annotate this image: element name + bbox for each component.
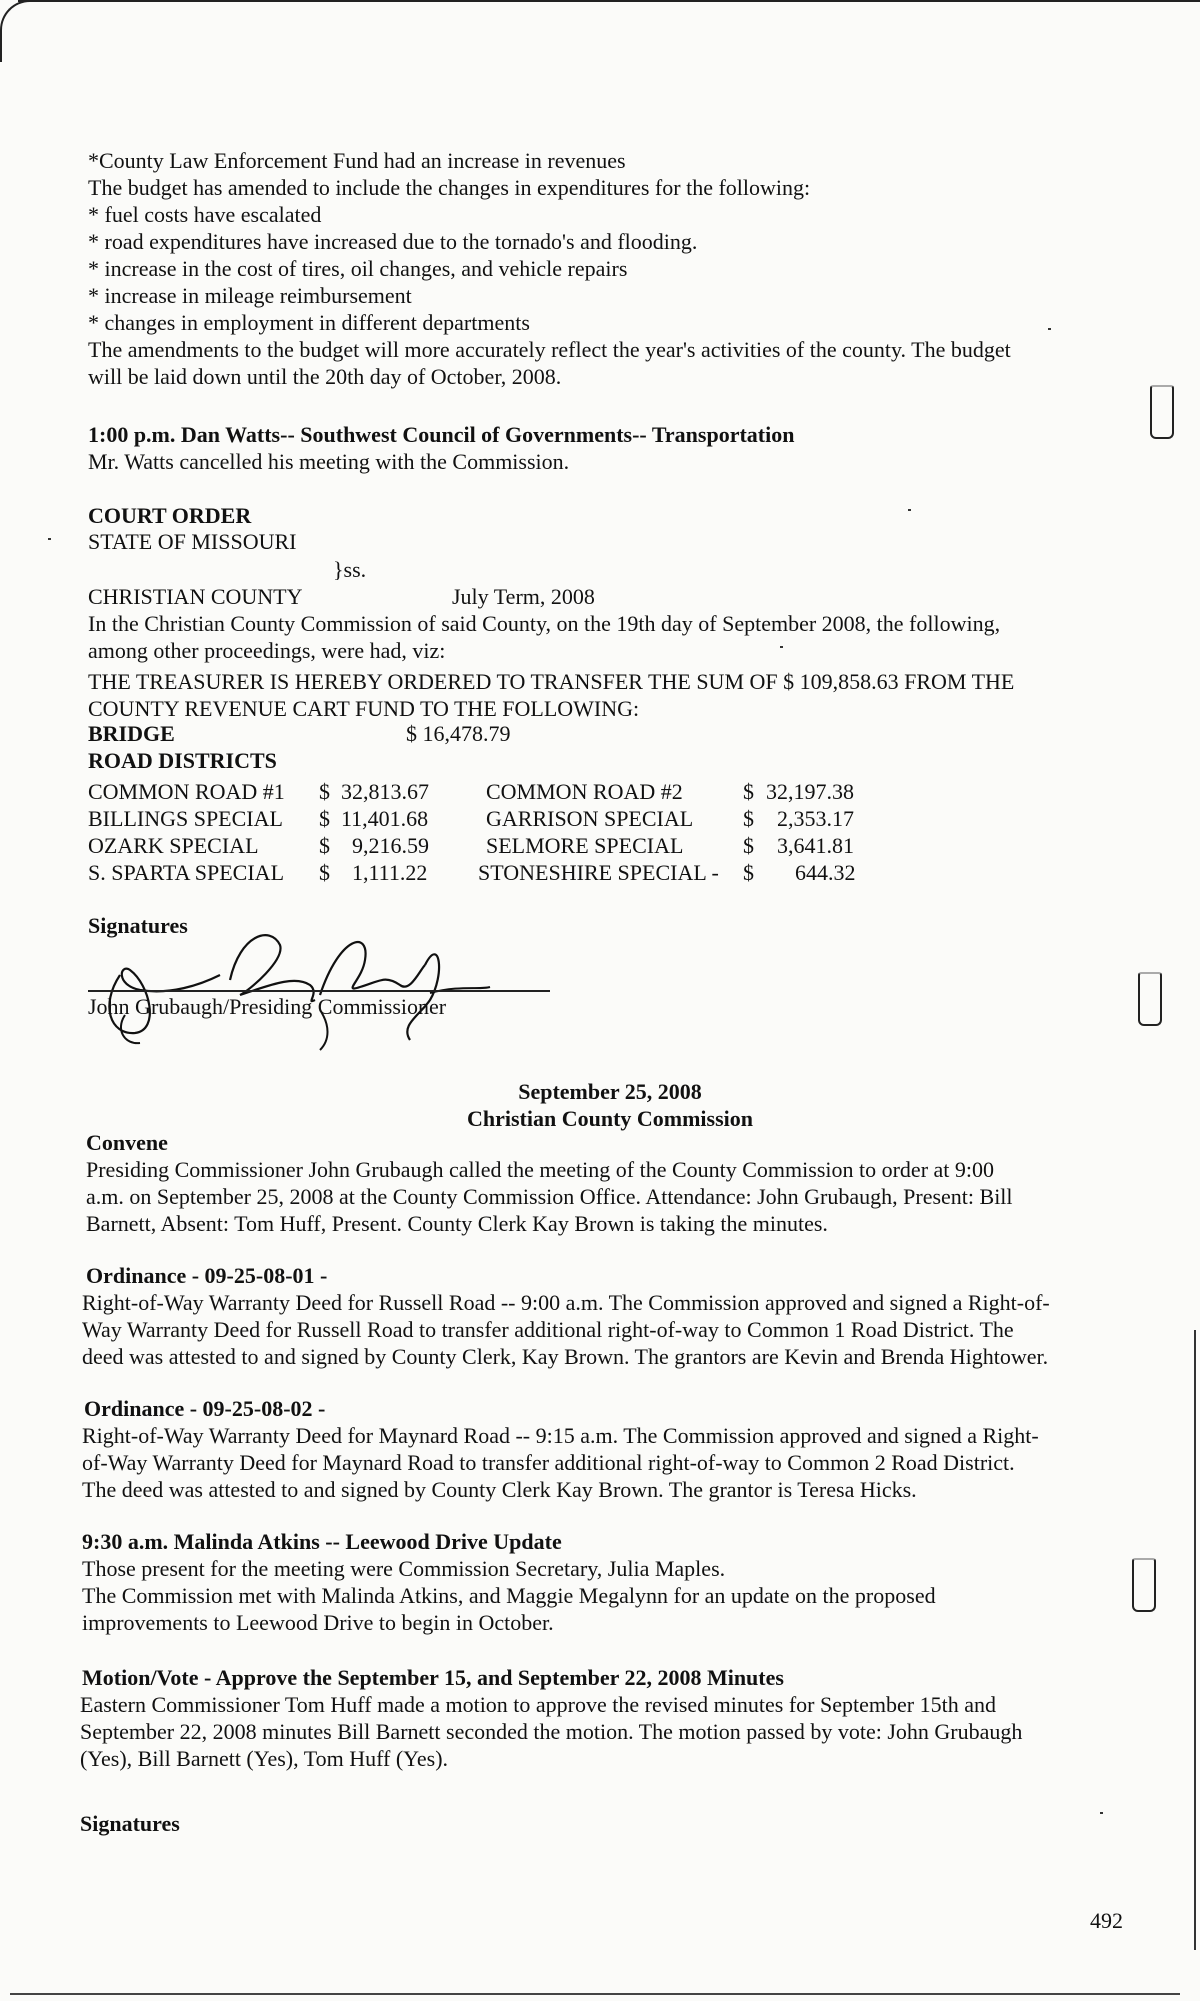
scan-corner — [0, 0, 32, 62]
bullet-item: * road expenditures have increased due to the tornado's and flooding. — [88, 229, 698, 254]
currency-symbol: $ — [743, 806, 754, 831]
district-amount: 1,111.22 — [352, 860, 428, 885]
district-amount: 2,353.17 — [777, 806, 854, 831]
paragraph-line: of-Way Warranty Deed for Maynard Road to transfer additional right-of-way to Common 2 Road District. — [82, 1450, 1015, 1475]
bridge-label: BRIDGE — [88, 721, 175, 746]
district-amount: 32,197.38 — [766, 779, 854, 804]
district-name: OZARK SPECIAL — [88, 833, 259, 858]
bullet-item: * increase in the cost of tires, oil changes, and vehicle repairs — [88, 256, 628, 281]
currency-symbol: $ — [743, 779, 754, 804]
page-number: 492 — [1090, 1908, 1123, 1933]
paragraph-line: In the Christian County Commission of said County, on the 19th day of September 2008, the following, — [88, 611, 1001, 636]
district-amount: 32,813.67 — [341, 779, 429, 804]
scan-speck — [1100, 1812, 1103, 1814]
section-heading: Ordinance - 09-25-08-01 - — [86, 1263, 328, 1288]
section-heading: Ordinance - 09-25-08-02 - — [84, 1396, 326, 1421]
district-name: GARRISON SPECIAL — [486, 806, 694, 831]
county-line: CHRISTIAN COUNTY — [88, 584, 303, 609]
paragraph-line: The Commission met with Malinda Atkins, and Maggie Megalynn for an update on the proposed — [82, 1583, 936, 1608]
currency-symbol: $ — [319, 806, 330, 831]
bullet-item: * fuel costs have escalated — [88, 202, 322, 227]
district-name: STONESHIRE SPECIAL - — [478, 860, 719, 885]
bridge-amount: $ 16,478.79 — [406, 721, 511, 746]
order-line: COUNTY REVENUE CART FUND TO THE FOLLOWING: — [88, 696, 640, 721]
paragraph-line: deed was attested to and signed by County Clerk, Kay Brown. The grantors are Kevin and Brenda Hightower. — [82, 1344, 1049, 1369]
ss-mark: }ss. — [333, 557, 367, 582]
district-amount: 11,401.68 — [341, 806, 429, 831]
scan-edge — [10, 1993, 1180, 1995]
district-amount: 3,641.81 — [777, 833, 854, 858]
paragraph-line: Way Warranty Deed for Russell Road to transfer additional right-of-way to Common 1 Road District. The — [82, 1317, 1014, 1342]
paragraph-line: Presiding Commissioner John Grubaugh called the meeting of the County Commission to order at 9:00 — [86, 1157, 995, 1182]
meeting-date: September 25, 2008 — [518, 1079, 702, 1104]
currency-symbol: $ — [743, 833, 754, 858]
paragraph-line: Right-of-Way Warranty Deed for Russell Road -- 9:00 a.m. The Commission approved and signed a Right-of- — [82, 1290, 1050, 1315]
signer-name: John Grubaugh/Presiding Commissioner — [88, 994, 447, 1019]
scan-speck — [780, 646, 783, 648]
scan-speck — [48, 538, 51, 540]
scan-speck — [908, 509, 911, 511]
district-amount: 644.32 — [795, 860, 856, 885]
bullet-item: * increase in mileage reimbursement — [88, 283, 412, 308]
paragraph-line: Barnett, Absent: Tom Huff, Present. County Clerk Kay Brown is taking the minutes. — [86, 1211, 828, 1236]
district-amount: 9,216.59 — [352, 833, 429, 858]
currency-symbol: $ — [319, 833, 330, 858]
intro-line: *County Law Enforcement Fund had an increase in revenues — [88, 148, 626, 173]
term-line: July Term, 2008 — [452, 584, 595, 609]
intro-line: The budget has amended to include the changes in expenditures for the following: — [88, 175, 811, 200]
currency-symbol: $ — [319, 860, 330, 885]
bullet-item: * changes in employment in different departments — [88, 310, 530, 335]
paragraph-line: The amendments to the budget will more accurately reflect the year's activities of the county. The budget — [88, 337, 1011, 362]
binder-clip-icon — [1138, 972, 1162, 1026]
district-name: S. SPARTA SPECIAL — [88, 860, 285, 885]
order-line: THE TREASURER IS HEREBY ORDERED TO TRANSFER THE SUM OF $ 109,858.63 FROM THE — [88, 669, 1015, 694]
scan-edge — [1194, 1330, 1196, 1950]
signatures-heading: Signatures — [80, 1811, 180, 1836]
currency-symbol: $ — [319, 779, 330, 804]
binder-clip-icon — [1150, 385, 1174, 439]
paragraph-line: Eastern Commissioner Tom Huff made a motion to approve the revised minutes for September 15th and — [80, 1692, 996, 1717]
paragraph-line: Mr. Watts cancelled his meeting with the Commission. — [88, 449, 570, 474]
paragraph-line: September 22, 2008 minutes Bill Barnett seconded the motion. The motion passed by vote: John Grubaugh — [80, 1719, 1023, 1744]
paragraph-line: The deed was attested to and signed by County Clerk Kay Brown. The grantor is Teresa Hicks. — [82, 1477, 917, 1502]
district-name: SELMORE SPECIAL — [486, 833, 684, 858]
scan-border — [18, 0, 1200, 2]
paragraph-line: (Yes), Bill Barnett (Yes), Tom Huff (Yes). — [80, 1746, 449, 1771]
section-heading: Motion/Vote - Approve the September 15, and September 22, 2008 Minutes — [82, 1665, 784, 1690]
signatures-heading: Signatures — [88, 913, 188, 938]
section-heading: 1:00 p.m. Dan Watts-- Southwest Council of Governments-- Transportation — [88, 422, 795, 447]
scan-speck — [1048, 328, 1051, 330]
section-heading: COURT ORDER — [88, 503, 252, 528]
paragraph-line: will be laid down until the 20th day of October, 2008. — [88, 364, 562, 389]
paragraph-line: improvements to Leewood Drive to begin in October. — [82, 1610, 554, 1635]
paragraph-line: Right-of-Way Warranty Deed for Maynard Road -- 9:15 a.m. The Commission approved and signed a Right- — [82, 1423, 1039, 1448]
district-name: COMMON ROAD #1 — [88, 779, 285, 804]
paragraph-line: among other proceedings, were had, viz: — [88, 638, 446, 663]
handwritten-signature — [80, 915, 500, 1055]
paragraph-line: a.m. on September 25, 2008 at the County Commission Office. Attendance: John Grubaugh, Present: Bill — [86, 1184, 1013, 1209]
currency-symbol: $ — [743, 860, 754, 885]
district-name: BILLINGS SPECIAL — [88, 806, 283, 831]
section-heading: 9:30 a.m. Malinda Atkins -- Leewood Drive Update — [82, 1529, 562, 1554]
districts-heading: ROAD DISTRICTS — [88, 748, 277, 773]
section-heading: Convene — [86, 1130, 168, 1155]
district-name: COMMON ROAD #2 — [486, 779, 683, 804]
signature-line — [88, 990, 550, 992]
binder-clip-icon — [1132, 1558, 1156, 1612]
meeting-body: Christian County Commission — [466, 1106, 754, 1131]
paragraph-line: Those present for the meeting were Commission Secretary, Julia Maples. — [82, 1556, 726, 1581]
state-line: STATE OF MISSOURI — [88, 529, 297, 554]
